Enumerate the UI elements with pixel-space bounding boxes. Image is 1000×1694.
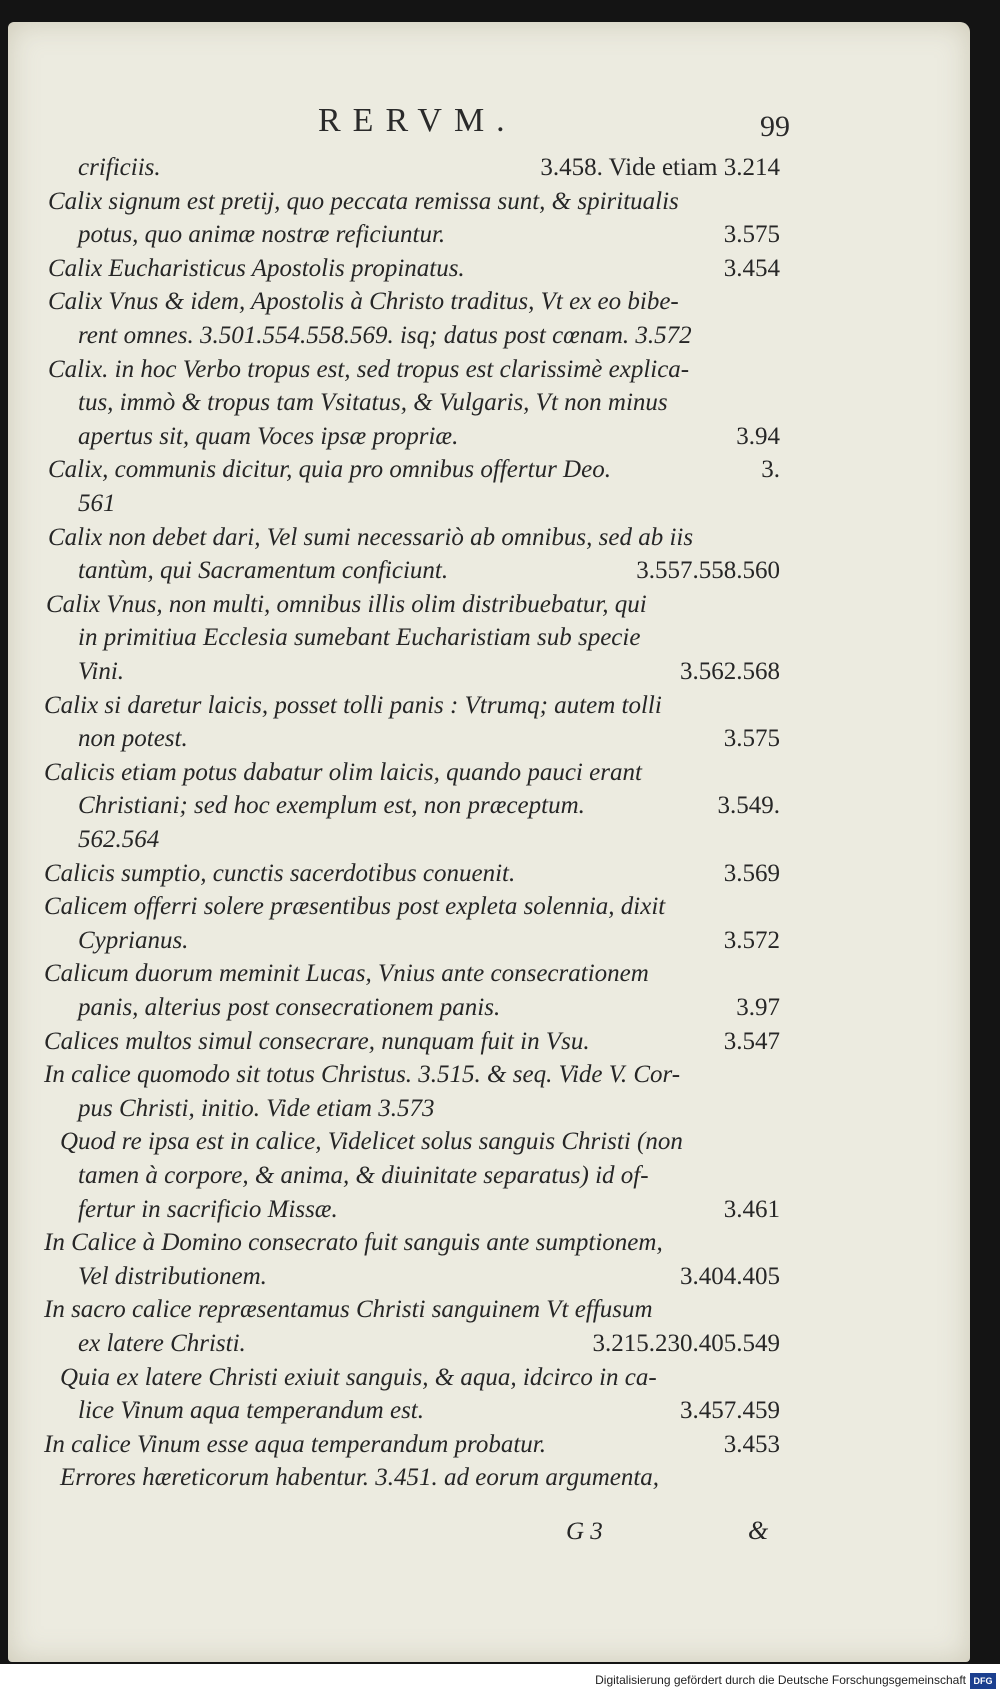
index-line: potus, quo animæ nostræ reficiuntur. [78, 221, 446, 249]
index-line: In calice Vinum esse aqua temperandum probatur. [44, 1430, 547, 1458]
funding-credit: Digitalisierung gefördert durch die Deutsche Forschungsgemeinschaft [595, 1673, 966, 1687]
page-reference: 3.575 [723, 221, 780, 249]
index-line: Calix Eucharisticus Apostolis propinatus. [48, 254, 465, 282]
index-line: in primitiua Ecclesia sumebant Eucharistiam sub specie [78, 624, 641, 652]
page-reference: 3.457.459 [680, 1397, 780, 1425]
index-line: panis, alterius post consecrationem panis. [78, 994, 501, 1021]
index-line: Calicis sumptio, cunctis sacerdotibus conuenit. [44, 859, 516, 887]
index-line: fertur in sacrificio Missæ. [78, 1195, 338, 1223]
page-reference: 3.547 [723, 1027, 780, 1055]
index-line: tus, immò & tropus tam Vsitatus, & Vulgaris, Vt non minus [78, 389, 668, 417]
page-reference: 3.557.558.560 [636, 557, 780, 585]
index-line: ex latere Christi. [78, 1330, 246, 1357]
page-reference: 3.458. Vide etiam 3.214 [540, 154, 780, 181]
index-line: Calix, communis dicitur, quia pro omnibus offertur Deo. [48, 456, 611, 484]
page-reference: 3.404.405 [680, 1262, 780, 1290]
index-line: Christiani; sed hoc exemplum est, non præceptum. [78, 792, 585, 820]
catchword: & [748, 1516, 769, 1545]
index-line: Quia ex latere Christi exiuit sanguis, & aqua, idcirco in ca- [60, 1363, 657, 1391]
index-line: apertus sit, quam Voces ipsæ propriæ. [78, 422, 459, 450]
index-line: In calice quomodo sit totus Christus. 3.515. & seq. Vide V. Cor- [44, 1061, 681, 1089]
index-line: rent omnes. 3.501.554.558.569. isq; datus post cœnam. 3.572 [78, 322, 692, 349]
signature-mark: G 3 [566, 1518, 603, 1545]
page-reference: 3.572 [723, 926, 780, 954]
index-line: pus Christi, initio. Vide etiam 3.573 [78, 1094, 435, 1122]
index-line: lice Vinum aqua temperandum est. [78, 1397, 424, 1425]
index-line: Calicis etiam potus dabatur olim laicis, quando pauci erant [44, 758, 642, 786]
dfg-logo: DFG [970, 1673, 996, 1689]
index-line: non potest. [78, 725, 188, 753]
index-line: Calix Vnus & idem, Apostolis à Christo traditus, Vt ex eo bibe- [48, 288, 679, 316]
index-line: Calix si daretur laicis, posset tolli panis : Vtrumq; autem tolli [44, 691, 662, 719]
index-line: Calices multos simul consecrare, nunquam fuit in Vsu. [44, 1027, 590, 1055]
index-line: Vini. [78, 658, 125, 685]
index-line: Calicum duorum meminit Lucas, Vnius ante consecrationem [44, 960, 649, 988]
page-reference: 3.97 [736, 994, 780, 1021]
index-line: Calicem offerri solere præsentibus post expleta solennia, dixit [44, 893, 666, 921]
index-line: Calix. in hoc Verbo tropus est, sed tropus est clarissimè explica- [48, 355, 690, 383]
index-line: Calix signum est pretij, quo peccata remissa sunt, & spiritualis [48, 187, 679, 215]
index-line: Calix non debet dari, Vel sumi necessariò ab omnibus, sed ab iis [48, 523, 694, 551]
index-line: tantùm, qui Sacramentum conficiunt. [78, 557, 449, 585]
index-line: Errores hæreticorum habentur. 3.451. ad eorum argumenta, [60, 1464, 660, 1492]
book-page [8, 22, 970, 1662]
index-line: Quod re ipsa est in calice, Videlicet solus sanguis Christi (non [60, 1128, 683, 1156]
running-head: RERVM. [318, 102, 517, 139]
page-reference: 3.454 [723, 254, 780, 282]
page-reference: 3.461 [723, 1195, 780, 1223]
page-reference: 3.549. [717, 792, 780, 820]
index-line: Cyprianus. [78, 926, 189, 954]
page-number: 99 [760, 110, 790, 143]
index-line: In Calice à Domino consecrato fuit sanguis ante sumptionem, [44, 1229, 663, 1257]
index-line: crificiis. [78, 154, 161, 181]
page-reference: 3.569 [723, 859, 780, 887]
index-line: Calix Vnus, non multi, omnibus illis olim distribuebatur, qui [46, 590, 647, 618]
page-reference: 3.562.568 [680, 658, 780, 685]
page-reference: 3.453 [723, 1430, 780, 1458]
page-reference: 3.215.230.405.549 [592, 1330, 780, 1357]
page-reference: 3.575 [723, 725, 780, 753]
page-reference: 3. [761, 456, 780, 484]
index-line: In sacro calice repræsentamus Christi sanguinem Vt effusum [44, 1296, 653, 1324]
page-reference: 3.94 [736, 422, 780, 450]
index-line: tamen à corpore, & anima, & diuinitate separatus) id of- [78, 1162, 649, 1189]
index-line: Vel distributionem. [78, 1262, 267, 1290]
index-text-body [8, 22, 970, 1662]
footer-bar [0, 1664, 1000, 1694]
index-line: 561 [78, 490, 116, 517]
index-line: 562.564 [78, 826, 160, 853]
